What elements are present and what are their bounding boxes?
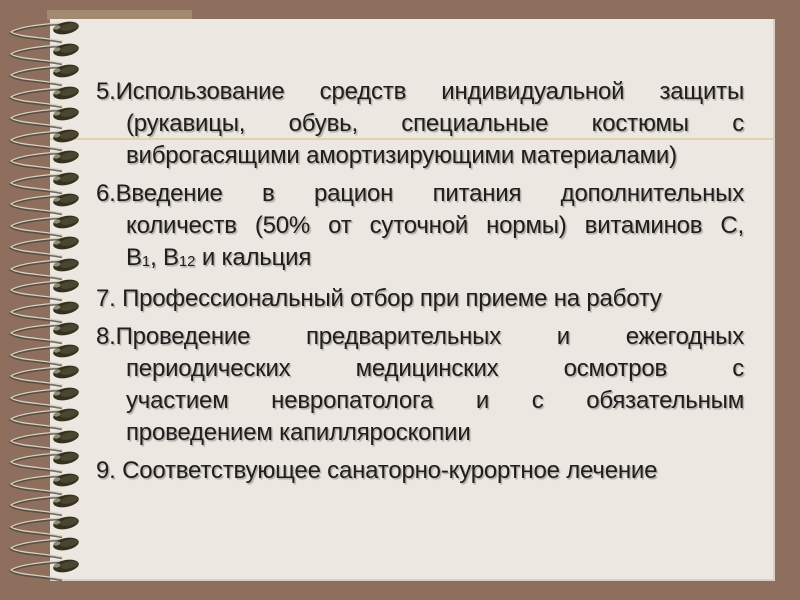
list-line: виброгасящими амортизирующими материалами) — [126, 142, 677, 169]
list-item-6 — [96, 178, 744, 277]
list-line: (рукавицы, обувь, специальные костюмы с — [126, 110, 744, 137]
list-line: 8.Проведение предварительных и ежегодных — [96, 323, 744, 350]
list-item-7 — [96, 283, 744, 315]
list-item-5 — [96, 76, 744, 172]
vitamin-b1: В — [126, 244, 142, 271]
vitamin-line-rest: и кальция — [195, 244, 312, 271]
spiral-coil-icon — [2, 556, 86, 582]
vitamin-b1-subscript: 1 — [141, 253, 151, 270]
list-line: проведением капилляроскопии — [126, 419, 471, 446]
list-item-9 — [96, 455, 744, 487]
list-item-8 — [96, 321, 744, 449]
list-line: 7. Профессиональный отбор при приеме на работу — [96, 285, 662, 312]
list-line: 9. Соответствующее санаторно-курортное лечение — [96, 457, 658, 484]
list-line: количеств (50% от суточной нормы) витаминов С, — [126, 212, 744, 239]
spiral-binding — [2, 18, 88, 582]
list-line: периодических медицинских осмотров с — [126, 355, 744, 382]
list-line: 6.Введение в рацион питания дополнительных — [96, 180, 744, 207]
list-line: участием невропатолога и с обязательным — [126, 387, 744, 414]
vitamin-b12: , В — [150, 244, 179, 271]
list-line-vitamins — [126, 242, 744, 277]
vitamin-b12-subscript: 12 — [178, 253, 196, 270]
notebook-page — [50, 19, 775, 581]
slide-body-text — [96, 76, 744, 493]
list-line: 5.Использование средств индивидуальной защиты — [96, 78, 744, 105]
